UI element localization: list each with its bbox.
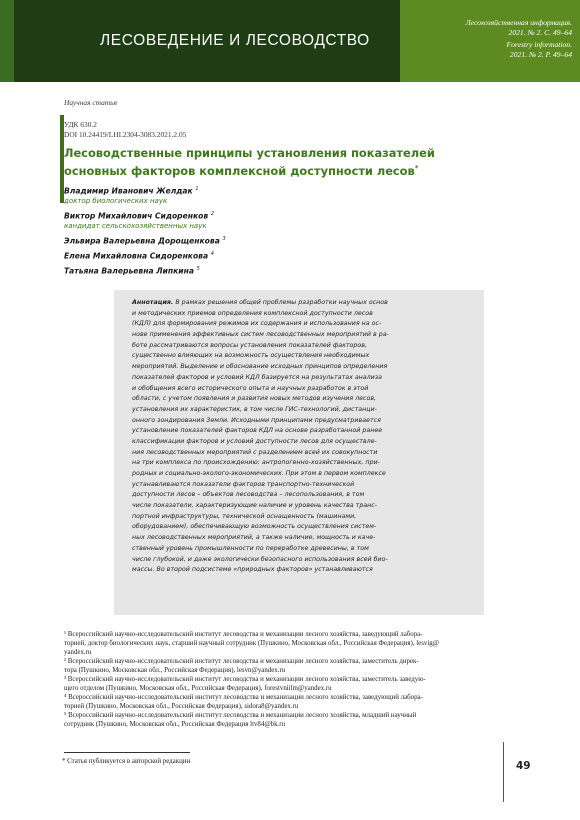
- header-citation-panel: [400, 0, 580, 82]
- header-section-banner: [0, 0, 400, 82]
- author-4: [64, 251, 214, 261]
- citation-en-line2: 2021. № 2. P. 49–64: [509, 49, 572, 59]
- citation-ru: [466, 18, 572, 37]
- author-5: [64, 266, 200, 276]
- article-title-line2: [64, 161, 504, 178]
- citation-en-line1: Forestry information.: [506, 40, 572, 49]
- abstract-box: [114, 290, 484, 615]
- citation-ru-line1: Лесохозяйственная информация.: [465, 18, 572, 27]
- author-name: Татьяна Валерьевна Липкина: [64, 266, 194, 276]
- author-name: Эльвира Валерьевна Дорощенкова: [64, 236, 220, 246]
- udk-code: УДК 630.2: [64, 120, 97, 129]
- abstract-text: [132, 298, 468, 576]
- author-1: [64, 186, 199, 196]
- author-ref: 2: [210, 211, 215, 217]
- author-1-degree: доктор биологических наук: [64, 197, 168, 205]
- citation-en: [506, 40, 572, 59]
- abstract-body: В рамках решения общей проблемы разработки научных основ и методических приемов определения комплексной доступности лесов (КДЛ) для формирования режимов их содержания и использования на ос- нове применения эффективных систем лесоводственных мероприятий в ра- боте рассматриваются вопросы установления показателей факторов, существенно влияющих на возможность осуществления необходимых мероприятий. Выделение и обоснование исходных принципов определения показателей факторов и условий КДЛ базируется на результатах анализа и обобщения всего исторического опыта и научных разработок в этой области, с учетом появления и развития новых методов изучения лесов, установления их характеристик, в том числе ГИС-технологий, дистанци- онного зондирования Земли. Исходными принципами предусматривается установление показателей факторов КДЛ на основе разработанной ранее классификации факторов и условий доступности лесов для осуществле- ния лесоводственных мероприятий с разделением всей их совокупности на три комплекса по происхождению: антропогенно-хозяйственных, при- родных и социально-эколого-экономических. При этом в первом комплексе устанавливаются показатели факторов транспортно-технической доступности лесов – объектов лесоводства – лесопользования, в том числе показатели, характеризующие наличие и уровень качества транс- портной инфраструктуры, технической оснащенность (машинами, оборудованием), обеспечивающую возможность осуществления систем- ных лесоводственных мероприятий, а также наличие, мощность и каче- ственный уровень промышленности по переработке древесины, в том числе глубокой, и даже экологически безопасного использования всей био- массы. Во второй подсистеме «природных факторов» устанавливаются: [132, 299, 389, 574]
- author-name: Владимир Иванович Желдак: [64, 186, 193, 196]
- page-number: 49: [516, 760, 531, 772]
- author-3: [64, 236, 226, 246]
- article-type: Научная статья: [64, 98, 117, 107]
- article-title: [64, 146, 504, 178]
- section-title: ЛЕСОВЕДЕНИЕ И ЛЕСОВОДСТВО: [100, 32, 370, 49]
- header-accent-strip: [0, 0, 14, 82]
- doi: DOI 10.24419/LHI.2304-3083.2021.2.05: [64, 130, 187, 139]
- title-footnote-mark: *: [414, 163, 419, 172]
- author-name: Виктор Михайлович Сидоренков: [64, 211, 209, 221]
- editorial-note: * Статья публикуется в авторской редакции: [62, 758, 191, 765]
- citation-ru-line2: 2021. № 2. С. 49–64: [508, 27, 572, 37]
- article-title-line1: Лесоводственные принципы установления показателей: [64, 146, 435, 160]
- footnote-divider: [64, 752, 190, 753]
- abstract-label: Аннотация.: [132, 299, 174, 306]
- author-ref: 1: [195, 186, 199, 192]
- page-number-divider: [503, 742, 504, 802]
- author-ref: 5: [196, 266, 200, 272]
- author-2-degree: кандидат сельскохозяйственных наук: [64, 222, 207, 230]
- article-title-line2-text: основных факторов комплексной доступности лесов: [64, 163, 415, 178]
- author-ref: 4: [210, 251, 214, 257]
- affiliation-footnotes: ¹ Всероссийский научно-исследовательский институт лесоводства и механизации лесного хозяйства, заведующий лабора- торией, доктор биологических наук, старший научный сотрудник (Пушкино, Московская обл., Российская Федерация), lesvig@ yandex.ru ² Всероссийский научно-исследовательский институт лесоводства и механизации лесного хозяйства, заместитель дирек- тора (Пушкино, Московская обл., Российская Федерация), lesvn@yandex.ru ³ Всероссийский научно-исследовательский институт лесоводства и механизации лесного хозяйства, заместитель заведую- щего отделом (Пушкино, Московская обл., Российская Федерация), forestvniilm@yandex.ru ⁴ Всероссийский научно-исследовательский институт лесоводства и механизации лесного хозяйства, заведующий лабора- торией (Пушкино, Московская обл., Российская Федерация), sidora8@yandex.ru ⁵ Всероссийский научно-исследовательский институт лесоводства и механизации лесного хозяйства, младший научный сотрудник (Пушкино, Московская обл., Российская Федерация ltv84@bk.ru: [64, 631, 440, 728]
- author-name: Елена Михайловна Сидоренкова: [64, 251, 209, 261]
- author-2: [64, 211, 214, 221]
- author-ref: 3: [222, 236, 226, 242]
